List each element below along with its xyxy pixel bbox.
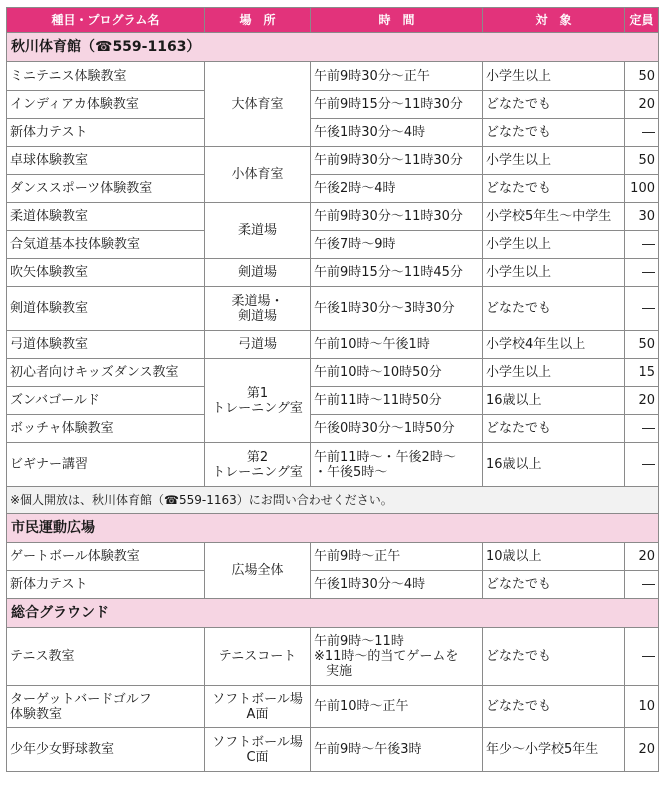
capacity-cell: 20: [625, 91, 659, 119]
time-line: 実施: [326, 664, 353, 679]
target-cell: どなたでも: [483, 628, 625, 686]
time-cell: 午後1時30分～4時: [311, 119, 483, 147]
location-cell: 広場全体: [205, 543, 311, 599]
time-cell: 午後1時30分～4時: [311, 571, 483, 599]
capacity-cell: 30: [625, 203, 659, 231]
capacity-cell: 20: [625, 387, 659, 415]
location-line: C面: [246, 749, 269, 765]
time-line: 午前11時～・午後2時～: [314, 449, 456, 465]
capacity-cell: 50: [625, 147, 659, 175]
time-cell: [311, 628, 483, 686]
target-cell: 小学生以上: [483, 147, 625, 175]
capacity-cell: 20: [625, 543, 659, 571]
section-title: 市民運動広場: [7, 514, 659, 543]
location-cell: [205, 686, 311, 728]
time-line: 午前9時～11時: [314, 634, 404, 649]
header-time: 時 間: [311, 8, 483, 33]
location-cell: [205, 443, 311, 487]
capacity-cell: ―: [625, 571, 659, 599]
location-cell: 大体育室: [205, 62, 311, 147]
table-row: [7, 415, 659, 443]
time-cell: 午前9時30分～11時30分: [311, 203, 483, 231]
location-line: ソフトボール場: [212, 691, 303, 707]
capacity-cell: 15: [625, 359, 659, 387]
target-cell: どなたでも: [483, 91, 625, 119]
table-row: [7, 62, 659, 91]
capacity-cell: 50: [625, 331, 659, 359]
header-location: 場 所: [205, 8, 311, 33]
time-cell: 午前11時～11時50分: [311, 387, 483, 415]
time-cell: 午前9時15分～11時45分: [311, 259, 483, 287]
capacity-cell: ―: [625, 443, 659, 487]
capacity-cell: ―: [625, 119, 659, 147]
target-cell: 小学生以上: [483, 259, 625, 287]
location-line: ソフトボール場: [212, 734, 303, 750]
location-line: 剣道場: [237, 308, 277, 324]
program-name: ダンススポーツ体験教室: [7, 175, 205, 203]
section-title: 総合グラウンド: [7, 599, 659, 628]
location-cell: [205, 359, 311, 443]
table-row: [7, 231, 659, 259]
time-cell: 午前10時～10時50分: [311, 359, 483, 387]
table-row: [7, 686, 659, 728]
table-row: [7, 175, 659, 203]
location-cell: 小体育室: [205, 147, 311, 203]
time-cell: 午前10時～正午: [311, 686, 483, 728]
target-cell: 小学生以上: [483, 231, 625, 259]
program-name: 剣道体験教室: [7, 287, 205, 331]
location-cell: [205, 728, 311, 772]
time-line: ・午後5時～: [314, 464, 388, 480]
time-cell: 午後2時～4時: [311, 175, 483, 203]
program-name: ボッチャ体験教室: [7, 415, 205, 443]
time-cell: 午前9時30分～正午: [311, 62, 483, 91]
capacity-cell: ―: [625, 628, 659, 686]
program-name: [7, 686, 205, 728]
location-cell: 柔道場: [205, 203, 311, 259]
target-cell: どなたでも: [483, 571, 625, 599]
location-line: トレーニング室: [212, 464, 303, 480]
table-row: [7, 728, 659, 772]
target-cell: 10歳以上: [483, 543, 625, 571]
table-row: [7, 359, 659, 387]
table-row: [7, 571, 659, 599]
target-cell: 16歳以上: [483, 443, 625, 487]
program-name: ゲートボール体験教室: [7, 543, 205, 571]
location-line: 第2: [246, 449, 269, 465]
table-row: [7, 203, 659, 231]
location-cell: [205, 287, 311, 331]
program-name-line: 体験教室: [10, 706, 63, 722]
program-name-line: ターゲットバードゴルフ: [10, 691, 152, 707]
program-name: インディアカ体験教室: [7, 91, 205, 119]
target-cell: 年少～小学校5年生: [483, 728, 625, 772]
time-cell: 午前10時～午後1時: [311, 331, 483, 359]
time-cell: 午後1時30分～3時30分: [311, 287, 483, 331]
target-cell: 小学校5年生～中学生: [483, 203, 625, 231]
capacity-cell: 100: [625, 175, 659, 203]
program-name: 柔道体験教室: [7, 203, 205, 231]
capacity-cell: 20: [625, 728, 659, 772]
table-row: [7, 287, 659, 331]
target-cell: 小学校4年生以上: [483, 331, 625, 359]
time-cell: 午前9時15分～11時30分: [311, 91, 483, 119]
target-cell: どなたでも: [483, 287, 625, 331]
program-name: 初心者向けキッズダンス教室: [7, 359, 205, 387]
capacity-cell: 10: [625, 686, 659, 728]
table-row: [7, 259, 659, 287]
program-name: 少年少女野球教室: [7, 728, 205, 772]
program-schedule-table: [6, 7, 659, 772]
table-row: [7, 91, 659, 119]
program-name: 吹矢体験教室: [7, 259, 205, 287]
location-cell: テニスコート: [205, 628, 311, 686]
location-cell: 剣道場: [205, 259, 311, 287]
time-cell: 午後7時～9時: [311, 231, 483, 259]
time-cell: 午前9時～正午: [311, 543, 483, 571]
target-cell: 小学生以上: [483, 359, 625, 387]
target-cell: 小学生以上: [483, 62, 625, 91]
target-cell: どなたでも: [483, 686, 625, 728]
location-line: A面: [246, 706, 269, 722]
time-cell: [311, 443, 483, 487]
table-row: [7, 119, 659, 147]
table-row: [7, 628, 659, 686]
note-text: ※個人開放は、秋川体育館（☎559-1163）にお問い合わせください。: [7, 487, 659, 514]
program-name: 卓球体験教室: [7, 147, 205, 175]
header-capacity: 定員: [625, 8, 659, 33]
table-row: [7, 331, 659, 359]
location-line: 柔道場・: [231, 293, 284, 309]
location-line: 第1: [246, 385, 269, 401]
location-line: トレーニング室: [212, 400, 303, 416]
target-cell: どなたでも: [483, 175, 625, 203]
target-cell: どなたでも: [483, 119, 625, 147]
target-cell: 16歳以上: [483, 387, 625, 415]
table-row: [7, 147, 659, 175]
capacity-cell: ―: [625, 415, 659, 443]
target-cell: どなたでも: [483, 415, 625, 443]
program-name: 新体力テスト: [7, 119, 205, 147]
time-cell: 午後0時30分～1時50分: [311, 415, 483, 443]
section-citizens-plaza: [7, 514, 659, 543]
section-title: 秋川体育館（☎559-1163）: [7, 33, 659, 62]
section-sports-ground: [7, 599, 659, 628]
program-name: 新体力テスト: [7, 571, 205, 599]
section-akigawa-gym: [7, 33, 659, 62]
table-row: [7, 443, 659, 487]
header-row: [7, 8, 659, 33]
capacity-cell: 50: [625, 62, 659, 91]
program-name: ビギナー講習: [7, 443, 205, 487]
time-cell: 午前9時30分～11時30分: [311, 147, 483, 175]
header-target: 対 象: [483, 8, 625, 33]
program-name: ズンバゴールド: [7, 387, 205, 415]
capacity-cell: ―: [625, 259, 659, 287]
capacity-cell: ―: [625, 231, 659, 259]
table-row: [7, 387, 659, 415]
note-row: [7, 487, 659, 514]
time-line: ※11時～的当てゲームを: [314, 649, 459, 664]
program-name: テニス教室: [7, 628, 205, 686]
location-cell: 弓道場: [205, 331, 311, 359]
header-program: 種目・プログラム名: [7, 8, 205, 33]
table-row: [7, 543, 659, 571]
program-name: 弓道体験教室: [7, 331, 205, 359]
program-name: ミニテニス体験教室: [7, 62, 205, 91]
program-name: 合気道基本技体験教室: [7, 231, 205, 259]
capacity-cell: ―: [625, 287, 659, 331]
time-cell: 午前9時～午後3時: [311, 728, 483, 772]
